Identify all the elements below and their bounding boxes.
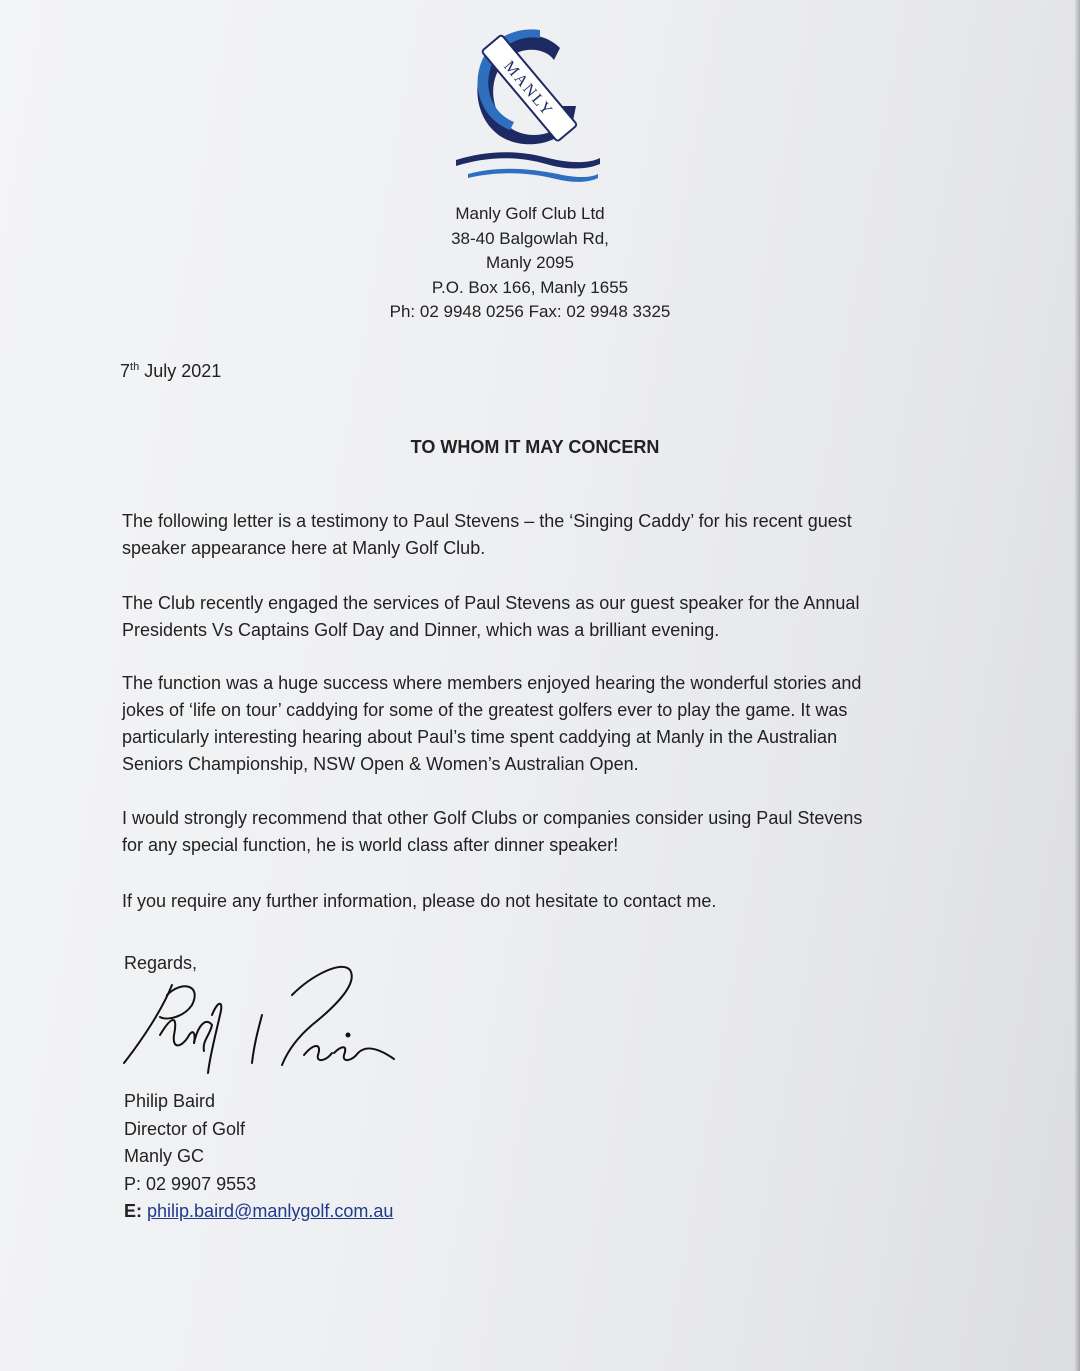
paragraph-4 — [122, 805, 972, 859]
company-name: Manly Golf Club Ltd — [455, 204, 605, 223]
address-line-2: Manly 2095 — [486, 253, 574, 272]
email-label: E: — [124, 1201, 142, 1221]
signatory-email-row — [124, 1198, 393, 1226]
po-box: P.O. Box 166, Manly 1655 — [431, 277, 629, 297]
paragraph-line: The following letter is a testimony to Paul Stevens – the ‘Singing Caddy’ for his recent guest — [122, 511, 852, 531]
paragraph-2 — [122, 590, 972, 644]
paragraph-line: Presidents Vs Captains Golf Day and Dinner, which was a brilliant evening. — [122, 620, 720, 640]
paragraph-line: speaker appearance here at Manly Golf Club. — [122, 538, 486, 558]
paragraph-line: Seniors Championship, NSW Open & Women’s Australian Open. — [122, 754, 639, 774]
paragraph-line: The function was a huge success where members enjoyed hearing the wonderful stories and — [122, 673, 862, 693]
paragraph-line: If you require any further information, please do not hesitate to contact me. — [122, 891, 717, 911]
closing-regards: Regards, — [124, 953, 198, 973]
logo-ribbon-text: MANLY — [500, 57, 557, 121]
handwritten-signature-icon — [112, 955, 412, 1080]
letterhead — [330, 202, 730, 325]
signatory-name: Philip Baird — [124, 1091, 216, 1111]
date-suffix: th — [130, 361, 140, 373]
address-line-1: 38-40 Balgowlah Rd, — [451, 228, 609, 248]
signatory-block — [124, 1088, 393, 1226]
paragraph-3 — [122, 670, 972, 778]
manly-golf-club-logo-icon — [448, 18, 608, 188]
paragraph-line: particularly interesting hearing about Paul’s time spent caddying at Manly in the Australian — [122, 727, 838, 747]
paragraph-line: for any special function, he is world class after dinner speaker! — [122, 835, 619, 855]
signatory-phone: P: 02 9907 9553 — [124, 1173, 257, 1194]
phone-fax: Ph: 02 9948 0256 Fax: 02 9948 3325 — [389, 302, 671, 321]
signatory-title: Director of Golf — [124, 1118, 246, 1139]
paragraph-1 — [122, 508, 972, 562]
paragraph-line: jokes of ‘life on tour’ caddying for some of the greatest golfers ever to play the game. It was — [122, 700, 848, 720]
letter-heading: TO WHOM IT MAY CONCERN — [410, 437, 660, 457]
email-link[interactable]: philip.baird@manlygolf.com.au — [147, 1201, 394, 1221]
paper-edge-shadow — [1074, 0, 1080, 1371]
letter-date — [120, 361, 221, 382]
paragraph-line: I would strongly recommend that other Golf Clubs or companies consider using Paul Stevens — [122, 808, 863, 828]
signatory-org: Manly GC — [124, 1146, 205, 1166]
date-day: 7 — [120, 361, 131, 381]
date-rest: July 2021 — [139, 361, 222, 381]
paragraph-line: The Club recently engaged the services of Paul Stevens as our guest speaker for the Annual — [122, 593, 860, 613]
paragraph-5 — [122, 888, 972, 915]
